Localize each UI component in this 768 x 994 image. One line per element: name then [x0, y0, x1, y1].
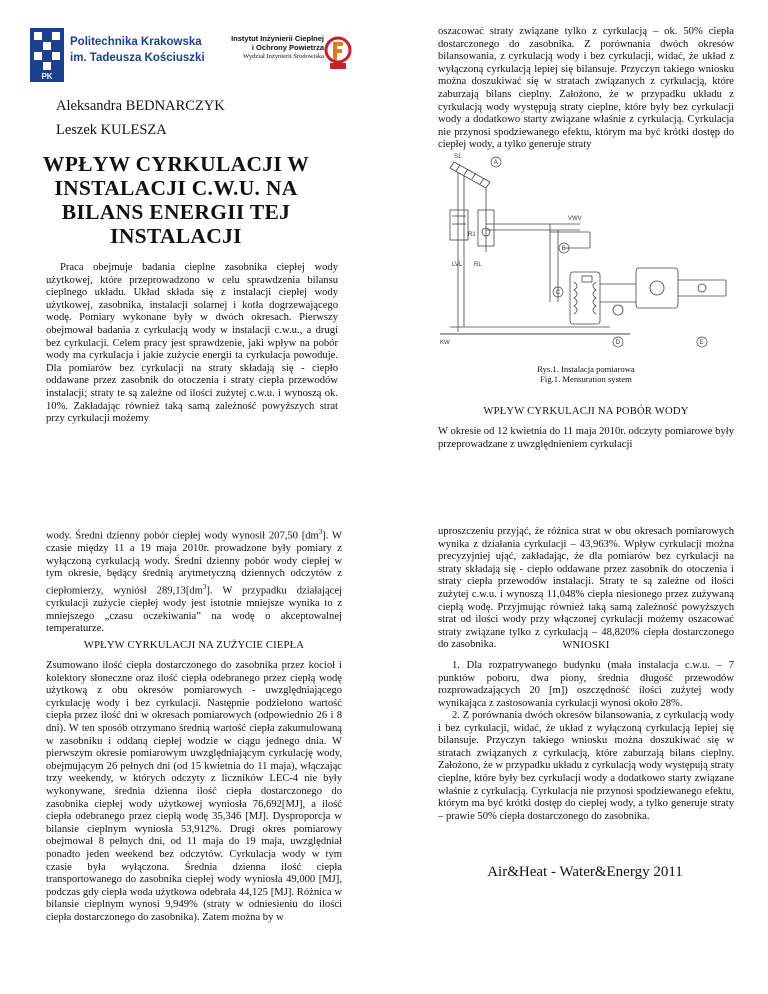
pk-name-line1: Politechnika Krakowska — [70, 36, 202, 48]
figure-caption — [438, 364, 734, 384]
figure-caption-pl: Rys.1. Instalacja pomiarowa — [537, 364, 635, 374]
conclusion-1: 1. Dla rozpatrywanego budynku (mała instalacja c.w.u. – 7 punktów poboru, dwa piony, średnia długość przewodów rozprowadzających 20 [m]) oszczędność ilości zużytej wody wynikająca z zastosowania cyrkulacji wynosi około 28%. — [438, 660, 734, 709]
conclusion-2: 2. Z porównania dwóch okresów bilansowania, z cyrkulacją wody i bez cyrkulacji, widać, że układ z wyłączoną cyrkulacją lepiej się bilansuje. Przyczyn takiego wniosku można doszukiwać się w stratach związanych z cyrkulacją, które zaburzają bilans cieplny. Założono, że w przypadku układu z cyrkulacją wody występują straty cieplne, które były bez cyrkulacji wody a dodatkowo starty związane właśnie z cyrkulacją. Cyrkulacja nie przynosi spodziewanego efektu, którym ma być krótki dostęp do ciepłej wody, a tylko generuje straty – prawie 50% ciepła dostarczonego do zasobnika. — [438, 710, 734, 822]
diagram-label-rl: RL — [474, 262, 482, 268]
abstract: Praca obejmuje badania cieplne zasobnika ciepłej wody użytkowej, które przeprowadzono w celu sprawdzenia bilansu cieplnego układu. Układ składa się z instalacji ciepłej wody użytkowej, zasobnika, instalacji solarnej i kotła dogrzewającego wodę. Pomiary wykonane były w dwóch okresach. Pierwszy obejmował badania z cyrkulacją wody w instalacji c.w.u., a drugi bez cyrkulacji. Celem pracy jest sprawdzenie, jaki wpływ na pobór wody ma cyrkulacja i jakie zużycie energii ta cyrkulacja powoduje. Dla pomiarów bez cyrkulacji na straty składają się - ciepło oddawane przez zasobnik do otoczenia i straty ciepła przewodów instalacji; straty te są zależne od ilości zużytej c.w.u. i wynoszą ok. 10%. Zakładając również taką samą zależność powyższych strat przy cyrkulacji możemy — [46, 262, 338, 425]
footer-conference: Air&Heat - Water&Energy 2011 — [487, 864, 683, 880]
institute-line2: i Ochrony Powietrza — [251, 43, 324, 52]
diagram-label-s: S1 — [454, 154, 462, 160]
figure-caption-en: Fig.1. Mensuration system — [540, 374, 632, 384]
diagram-label-a: A — [493, 160, 498, 166]
unit-superscript-2: 3 — [202, 582, 207, 591]
author-1: Aleksandra BEDNARCZYK — [56, 98, 225, 114]
solar-collector-icon — [450, 162, 490, 188]
diagram-label-r1: R1 — [468, 232, 476, 238]
diagram-label-b: B — [561, 246, 566, 252]
institute-line3: Wydział Inżynierii Środowiska — [243, 53, 324, 60]
section-heat-paragraph-1: Zsumowano ilość ciepła dostarczonego do zasobnika przez kocioł i kolektory słoneczne oraz ilość ciepła odebranego przez ciepłą wodę użytkową z obu okresów pomiarowych - uwzględniającego cyrkulację wody i bez cyrkulacji. Następnie podzielono wartość ciepła przez ilość dni w okresach pomiarowych (odpowiednio 26 i 8 dni). W ten sposób otrzymano średnią wartość ciepła zakumulowaną w zasobniku i oddaną ciepłej wodzie w ciągu jednego dnia. W pierwszym okresie pomiarowym uwzględniającym cyrkulację wody, obejmującym 26 pełnych dni (od 15 kwietnia do 11 maja), włączając trzy weekendy, w których odczyty z liczników LEC-4 nie były wykonywane, średnia dzienna ilość ciepła dostarczonego do zasobnika ciepłej wody użytkowej wyniosła 76,692[MJ], a ilość ciepła odebranego przez ciepłą wodę 35,346 [MJ]. Dysproporcja w bilansie cieplnym wyniosła 53,912%. Drugi okres pomiarowy obejmował 8 pełnych dni, od 11 maja do 19 maja, uwzględniał ponadto jeden weekend bez odczytów. Cyrkulacja wody w tym czasie była wyłączona. Średnia dzienna ilość ciepła transportowanego do zasobnika ciepłej wody wyniosła 49,000 [MJ], podczas gdy ciepła woda użytkowa odebrała 44,125 [MJ]. Różnica w bilansie cieplnym wynosi 9,949% (straty w odniesieniu do ilości ciepła dostarczonego do zasobnika). Zatem można by w — [46, 660, 342, 923]
section-water-text-a: wody. Średni dzienny pobór ciepłej wody wynosił 207,50 [dm — [46, 530, 319, 542]
section-water-text-b: ]. W czasie między 11 a 19 maja 2010r. prowadzone były pomiary z wyłączoną cyrkulacją wody. Średni dzienny pobór wody ciepłej w tym okresie, będący średnią arytmetyczną dziennych odczytów z ciepłomierzy, wyniósł 289,13[dm — [46, 530, 342, 597]
paper-title: WPŁYW CYRKULACJI W INSTALACJI C.W.U. NA BILANS ENERGII TEJ INSTALACJI — [42, 152, 310, 248]
logo-politechnika-krakowska — [30, 28, 205, 86]
section-water-intro: W okresie od 12 kwietnia do 11 maja 2010r. odczyty pomiarowe były przeprowadzane z uwzględnieniem cyrkulacji — [438, 426, 734, 450]
pk-crest-icon — [30, 28, 64, 82]
institute-line1: Instytut Inżynierii Cieplnej — [231, 34, 324, 43]
section-heading-conclusions: WNIOSKI — [562, 640, 610, 651]
institute-emblem-icon — [324, 36, 352, 70]
section-heading-heat: WPŁYW CYRKULACJI NA ZUŻYCIE CIEPŁA — [83, 640, 305, 651]
diagram-label-lvl: LVL — [452, 262, 463, 268]
section-water-paragraph — [46, 526, 342, 636]
section-heading-water: WPŁYW CYRKULACJI NA POBÓR WODY — [483, 406, 689, 417]
pk-name-line2: im. Tadeusza Kościuszki — [70, 52, 205, 64]
diagram-label-kw: KW — [440, 340, 450, 346]
section-water-text-c: ]. W przypadku działającej cyrkulacji zużycie ciepłej wody jest istotnie mniejsze wynika to z mniejszego „czasu oczekiwania” na wodę o akceptowalnej temperaturze. — [46, 585, 342, 635]
svg-text:PK: PK — [41, 72, 53, 81]
author-2: Leszek KULESZA — [56, 122, 167, 138]
diagram-label-vwv: VWV — [568, 216, 582, 222]
measurement-system-diagram — [440, 152, 736, 362]
unit-superscript-1: 3 — [318, 528, 323, 536]
right-top-paragraph: oszacować straty związane tylko z cyrkulacją – ok. 50% ciepła dostarczonego do zasobnika. Z porównania dwóch okresów bilansowania, z cyrkulacją wody i bez cyrkulacji, widać, że układ z wyłączoną cyrkulacją lepiej się bilansuje. Przyczyn takiego wniosku można doszukiwać się w stratach związanych z cyrkulacją, które zaburzają bilans cieplny. Założono, że w przypadku układu z cyrkulacją wody występują straty cieplne, które były bez cyrkulacji wody a dodatkowo starty związane właśnie z cyrkulacją. Cyrkulacja nie przynosi spodziewanego efektu, którym ma być krótki dostęp do ciepłej wody, a tylko generuje straty — [438, 26, 734, 151]
diagram-label-d: D — [615, 340, 621, 346]
section-heat-paragraph-2: uproszczeniu przyjąć, że różnica strat w obu okresach pomiarowych wynika z działania cyrkulacji – 43,963%. Wpływ cyrkulacji można precyzyjniej ująć, zakładając, że dla pomiarów bez cyrkulacji na straty składają się - ciepło oddawane przez zasobnik do otoczenia i straty ciepła przewodów instalacji. Straty te są zależne od ilości zużytej c.w.u. i wynoszą 11,048% ciepła niesionego przez zużywaną ciepłą wodę. Przyjmując również taką samą zależność powyższych strat od ilości wody przy włączonej cyrkulacji możemy oszacować straty związane tylko z cyrkulacją – 48,820% ciepła dostarczonego do zasobnika. — [438, 526, 734, 651]
diagram-label-c: C — [555, 290, 561, 296]
logo-institute — [206, 34, 356, 74]
diagram-label-e: E — [699, 340, 704, 346]
